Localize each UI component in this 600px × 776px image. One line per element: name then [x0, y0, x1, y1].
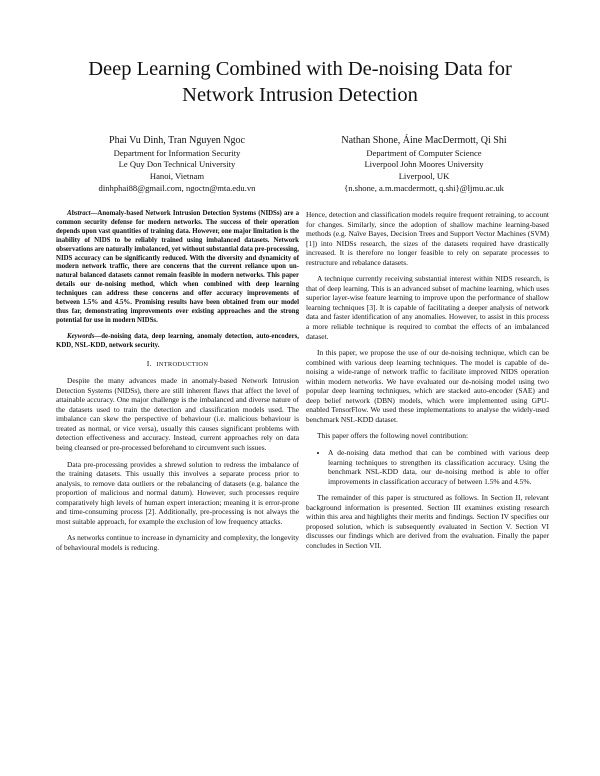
author-names: Nathan Shone, Áine MacDermott, Qi Shi [341, 135, 507, 146]
section-title: INTRODUCTION [156, 360, 209, 368]
paper-title [30, 56, 570, 108]
paragraph: As networks continue to increase in dynamicity and complexity, the longevity of behavioural models is reducing. [56, 533, 299, 552]
author-location: Hanoi, Vietnam [149, 171, 205, 182]
author-block-right [309, 134, 539, 195]
left-column [56, 210, 299, 559]
right-column [306, 210, 549, 558]
paragraph: The remainder of this paper is structured as follows. In Section II, relevant background information is presented. Section III examines existing research within this area and highlights their merits and findings. Section IV specifies our proposed solution, which is subsequently evaluated in Section V. Section VI discusses our findings which are derived from the evaluation. Finally the paper concludes in Section VII. [306, 493, 549, 550]
author-email: {n.shone, a.m.macdermott, q.shi}@ljmu.ac.uk [344, 182, 504, 193]
keywords-text: de-noising data, deep learning, anomaly detection, auto-encoders, KDD, NSL-KDD, network security. [56, 332, 299, 349]
paragraph: In this paper, we propose the use of our de-noising technique, which can be combined with various deep learning techniques. The model is capable of de-noising a wide-range of network traffic to facilitate improved NIDS operation within modern networks. We have evaluated our de-noising model using two popular deep learning techniques, which are stacked auto-encoder (SAE) and deep belief network (DBN) models, which were implemented using GPU-enabled TensorFlow. We used these implementations to analyse the widely-used benchmark NSL-KDD dataset. [306, 348, 549, 424]
abstract-text: Anomaly-based Network Intrusion Detection Systems (NIDSs) are a common security defense for modern networks. The success of their operation depends upon vast quantities of training data. However, one major limitation is the inability of NIDS to be reliably trained using imbalanced datasets. Network observations are naturally imbalanced, yet without substantial data pre-processing, NIDS accuracy can be significantly reduced. With the diversity and dynamicity of modern network traffic, there are concerns that the current reliance upon un-natural balanced datasets cannot remain feasible in modern networks. This paper details our de-noising method, which when combined with deep learning techniques can address these concerns and offer accuracy improvements of between 1.5% and 4.5%. Promising results have been obtained from our model thus far, demonstrating improvements over existing approaches and the strong potential for use in modern NIDSs. [56, 210, 299, 324]
abstract-label: Abstract— [67, 210, 98, 217]
abstract [56, 210, 299, 326]
author-location: Liverpool, UK [398, 171, 450, 182]
paragraph: Despite the many advances made in anomaly-based Network Intrusion Detection Systems (NIDSs), there are still inherent flaws that affect the level of attainable accuracy. One major challenge is the imbalanced and diverse nature of the datasets used to train the detection and classification models used. The imbalance can skew the perspective of behaviour (i.e. malicious behaviour is treated as normal, or vice versa), usually this causes significant problems with detection effectiveness and accuracy. Instead, current approaches rely on data being cleansed or pre-processed beforehand to circumvent such issues. [56, 376, 299, 452]
paragraph: Hence, detection and classification models require frequent retraining, to account for changes. Similarly, since the adoption of shallow machine learning-based methods (e.g. Naïve Bayes, Decision Trees and Support Vector Machines (SVM) [1]) into NIDSs research, the sizes of the datasets required have drastically increased. It is therefore no longer feasible to rely on separate processes to restructure and rebalance datasets. [306, 210, 549, 267]
title-line-2: Network Intrusion Detection [182, 84, 418, 106]
author-names: Phai Vu Dinh, Tran Nguyen Ngoc [109, 135, 245, 146]
keywords-label: Keywords— [67, 332, 102, 340]
keywords [56, 333, 299, 351]
contribution-list [306, 448, 549, 486]
paragraph: Data pre-processing provides a shrewd solution to redress the imbalance of the training datasets. This usually this involves a separate process prior to analysis, to remove data outliers or the rebalancing of datasets (e.g. balance the proportion of malicious and normal datum). However, such processes require comparatively high levels of human expert interaction; meaning it is error-prone and time-consuming process [2]. Additionally, pre-processing is not always the most suitable approach, for example the exclusion of low frequency attacks. [56, 459, 299, 526]
author-institution: Liverpool John Moores University [364, 159, 484, 170]
paragraph: This paper offers the following novel contribution: [317, 431, 469, 441]
list-item: • A de-noising data method that can be combined with various deep learning techniques to strengthen its classification accuracy. Using the benchmark NSL-KDD data, our de-noising method is able to offer improvements in classification accuracy of between 1.5% and 4.5%. [328, 448, 549, 486]
section-heading-introduction [56, 359, 299, 370]
author-email: dinhphai88@gmail.com, ngoctn@mta.edu.vn [98, 182, 256, 193]
author-institution: Le Quy Don Technical University [118, 159, 236, 170]
title-line-1: Deep Learning Combined with De-noising Data for [88, 58, 512, 80]
section-number: I. [146, 358, 152, 368]
author-block-left [62, 134, 292, 195]
paragraph: A technique currently receiving substantial interest within NIDS research, is that of deep learning. This is an advanced subset of machine learning, which uses superior layer-wise feature learning to improve upon the performance of shallow learning techniques [3]. It is capable of facilitating a deeper analysis of network data and faster identification of any anomalies. However, to assist in this process a more reliable technique is required to combat the effects of an imbalanced dataset. [306, 274, 549, 341]
author-department: Department for Information Security [113, 147, 241, 158]
author-department: Department of Computer Science [366, 147, 482, 158]
